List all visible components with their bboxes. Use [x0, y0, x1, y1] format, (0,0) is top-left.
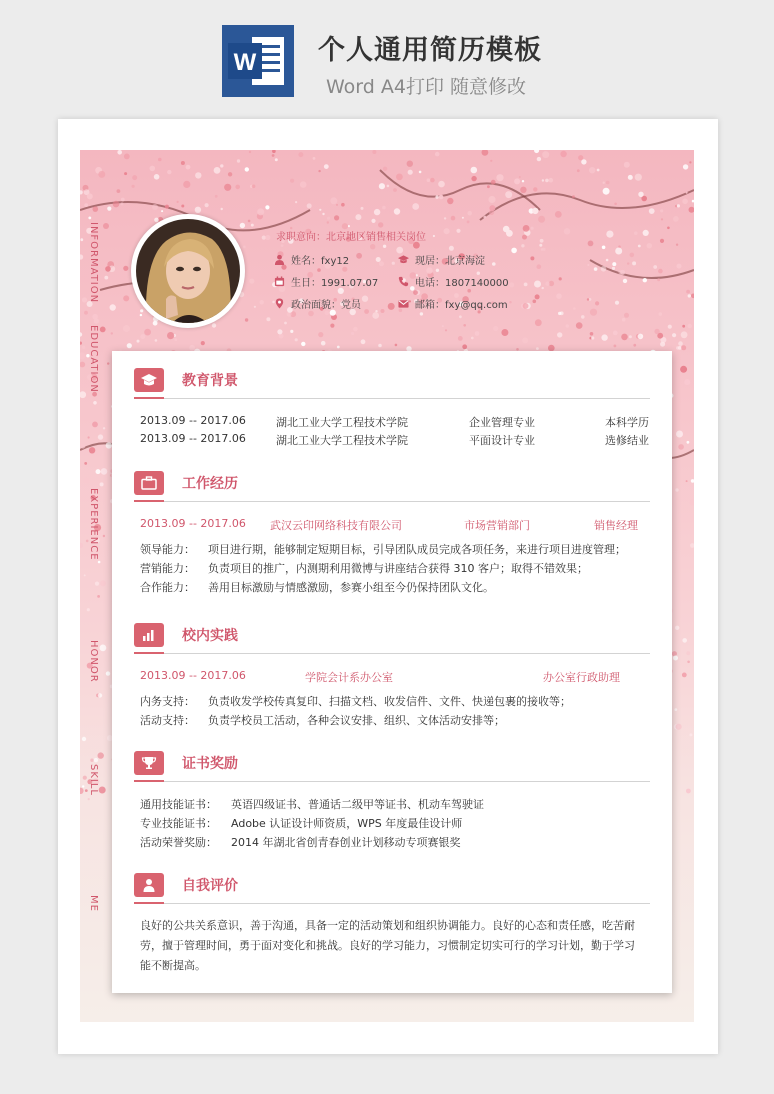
resume-card — [112, 351, 672, 993]
calendar-icon — [274, 276, 285, 287]
section-campus-title: 校内实践 — [182, 628, 238, 644]
info-email-text: 邮箱：fxy@qq.com — [415, 300, 508, 311]
education-degree: 选修结业 — [605, 434, 649, 447]
campus-date: 2013.09 -- 2017.06 — [140, 669, 246, 682]
section-campus-header — [134, 623, 238, 647]
work-line: 营销能力： 负责项目的推广，内测期利用微博与讲座结合获得 310 客户；取得不错效果； — [140, 562, 588, 575]
campus-line: 活动支持： 负责学校员工活动，各种会议安排、组织、文体活动安排等； — [140, 714, 505, 727]
education-major: 企业管理专业 — [469, 416, 535, 429]
section-awards-header — [134, 751, 238, 775]
campus-org: 学院会计系办公室 — [305, 671, 393, 684]
section-education-header — [134, 368, 238, 392]
education-degree: 本科学历 — [605, 416, 649, 429]
section-self-header — [134, 873, 238, 897]
banner-title: 个人通用简历模板 — [318, 35, 542, 66]
mail-icon — [398, 298, 409, 309]
award-line: 专业技能证书： Adobe 认证设计师资质，WPS 年度最佳设计师 — [140, 817, 463, 830]
job-target: 求职意向：北京地区销售相关岗位 — [276, 232, 426, 243]
section-divider — [134, 653, 650, 654]
bar-chart-icon — [134, 623, 164, 647]
info-politics-text: 政治面貌：党员 — [291, 300, 361, 311]
work-company: 武汉云印网络科技有限公司 — [270, 519, 402, 532]
side-label-information: INFORMATION — [88, 222, 99, 304]
section-awards-title: 证书奖励 — [182, 756, 238, 772]
info-birthday-text: 生日：1991.07.07 — [291, 278, 379, 289]
education-school: 湖北工业大学工程技术学院 — [276, 434, 408, 447]
graduation-cap-icon — [398, 254, 409, 265]
info-name-text: 姓名：fxy12 — [291, 256, 350, 267]
side-label-me: ME — [88, 895, 99, 912]
location-pin-icon — [274, 298, 285, 309]
section-work-header — [134, 471, 238, 495]
section-divider — [134, 781, 650, 782]
info-residence — [398, 252, 485, 267]
phone-icon — [398, 276, 409, 287]
education-major: 平面设计专业 — [469, 434, 535, 447]
section-education-title: 教育背景 — [182, 373, 238, 389]
info-birthday — [274, 274, 378, 289]
education-date: 2013.09 -- 2017.06 — [140, 432, 246, 445]
work-date: 2013.09 -- 2017.06 — [140, 517, 246, 530]
section-self-title: 自我评价 — [182, 878, 238, 894]
campus-role: 办公室行政助理 — [543, 671, 620, 684]
info-phone-text: 电话：1807140000 — [415, 278, 509, 289]
svg-text:W: W — [233, 49, 257, 76]
banner-subtitle: Word A4打印 随意修改 — [326, 76, 527, 98]
education-date: 2013.09 -- 2017.06 — [140, 414, 246, 427]
award-line: 通用技能证书： 英语四级证书、普通话二级甲等证书、机动车驾驶证 — [140, 798, 484, 811]
education-school: 湖北工业大学工程技术学院 — [276, 416, 408, 429]
page-banner — [0, 0, 774, 110]
education-icon — [134, 368, 164, 392]
self-evaluation-text: 良好的公共关系意识，善于沟通，具备一定的活动策划和组织协调能力。良好的心态和责任感，吃苦耐劳，擅于管理时间，勇于面对变化和挑战。良好的学习能力，习惯制定切实可行的学习计划，勤于学习能不断提高。 — [140, 919, 635, 972]
work-line: 领导能力： 项目进行期，能够制定短期目标，引导团队成员完成各项任务，来进行项目进度管理； — [140, 543, 626, 556]
info-residence-text: 现居：北京海淀 — [415, 256, 485, 267]
section-work-title: 工作经历 — [182, 476, 238, 492]
word-logo-icon — [222, 25, 294, 97]
work-line: 合作能力： 善用目标激励与情感激励，参赛小组至今仍保持团队文化。 — [140, 581, 494, 594]
user-icon — [274, 254, 285, 265]
campus-line: 内务支持： 负责收发学校传真复印、扫描文档、收发信件、文件、快递包裹的接收等； — [140, 695, 571, 708]
side-label-honor: HONOR — [88, 640, 99, 683]
info-email — [398, 296, 508, 311]
info-phone — [398, 274, 509, 289]
side-label-education: EDUCATION — [88, 325, 99, 393]
person-icon — [134, 873, 164, 897]
section-divider — [134, 501, 650, 502]
avatar — [131, 214, 245, 328]
info-name — [274, 252, 349, 267]
work-dept: 市场营销部门 — [464, 519, 530, 532]
section-divider — [134, 398, 650, 399]
side-label-experience: EXPERIENCE — [88, 488, 99, 561]
briefcase-icon — [134, 471, 164, 495]
info-politics — [274, 296, 361, 311]
section-divider — [134, 903, 650, 904]
award-line: 活动荣誉奖励： 2014 年湖北省创青春创业计划移动专项赛银奖 — [140, 836, 461, 849]
trophy-icon — [134, 751, 164, 775]
portrait-image — [136, 219, 240, 323]
work-role: 销售经理 — [594, 519, 638, 532]
side-label-skill: SKILL — [88, 764, 99, 796]
